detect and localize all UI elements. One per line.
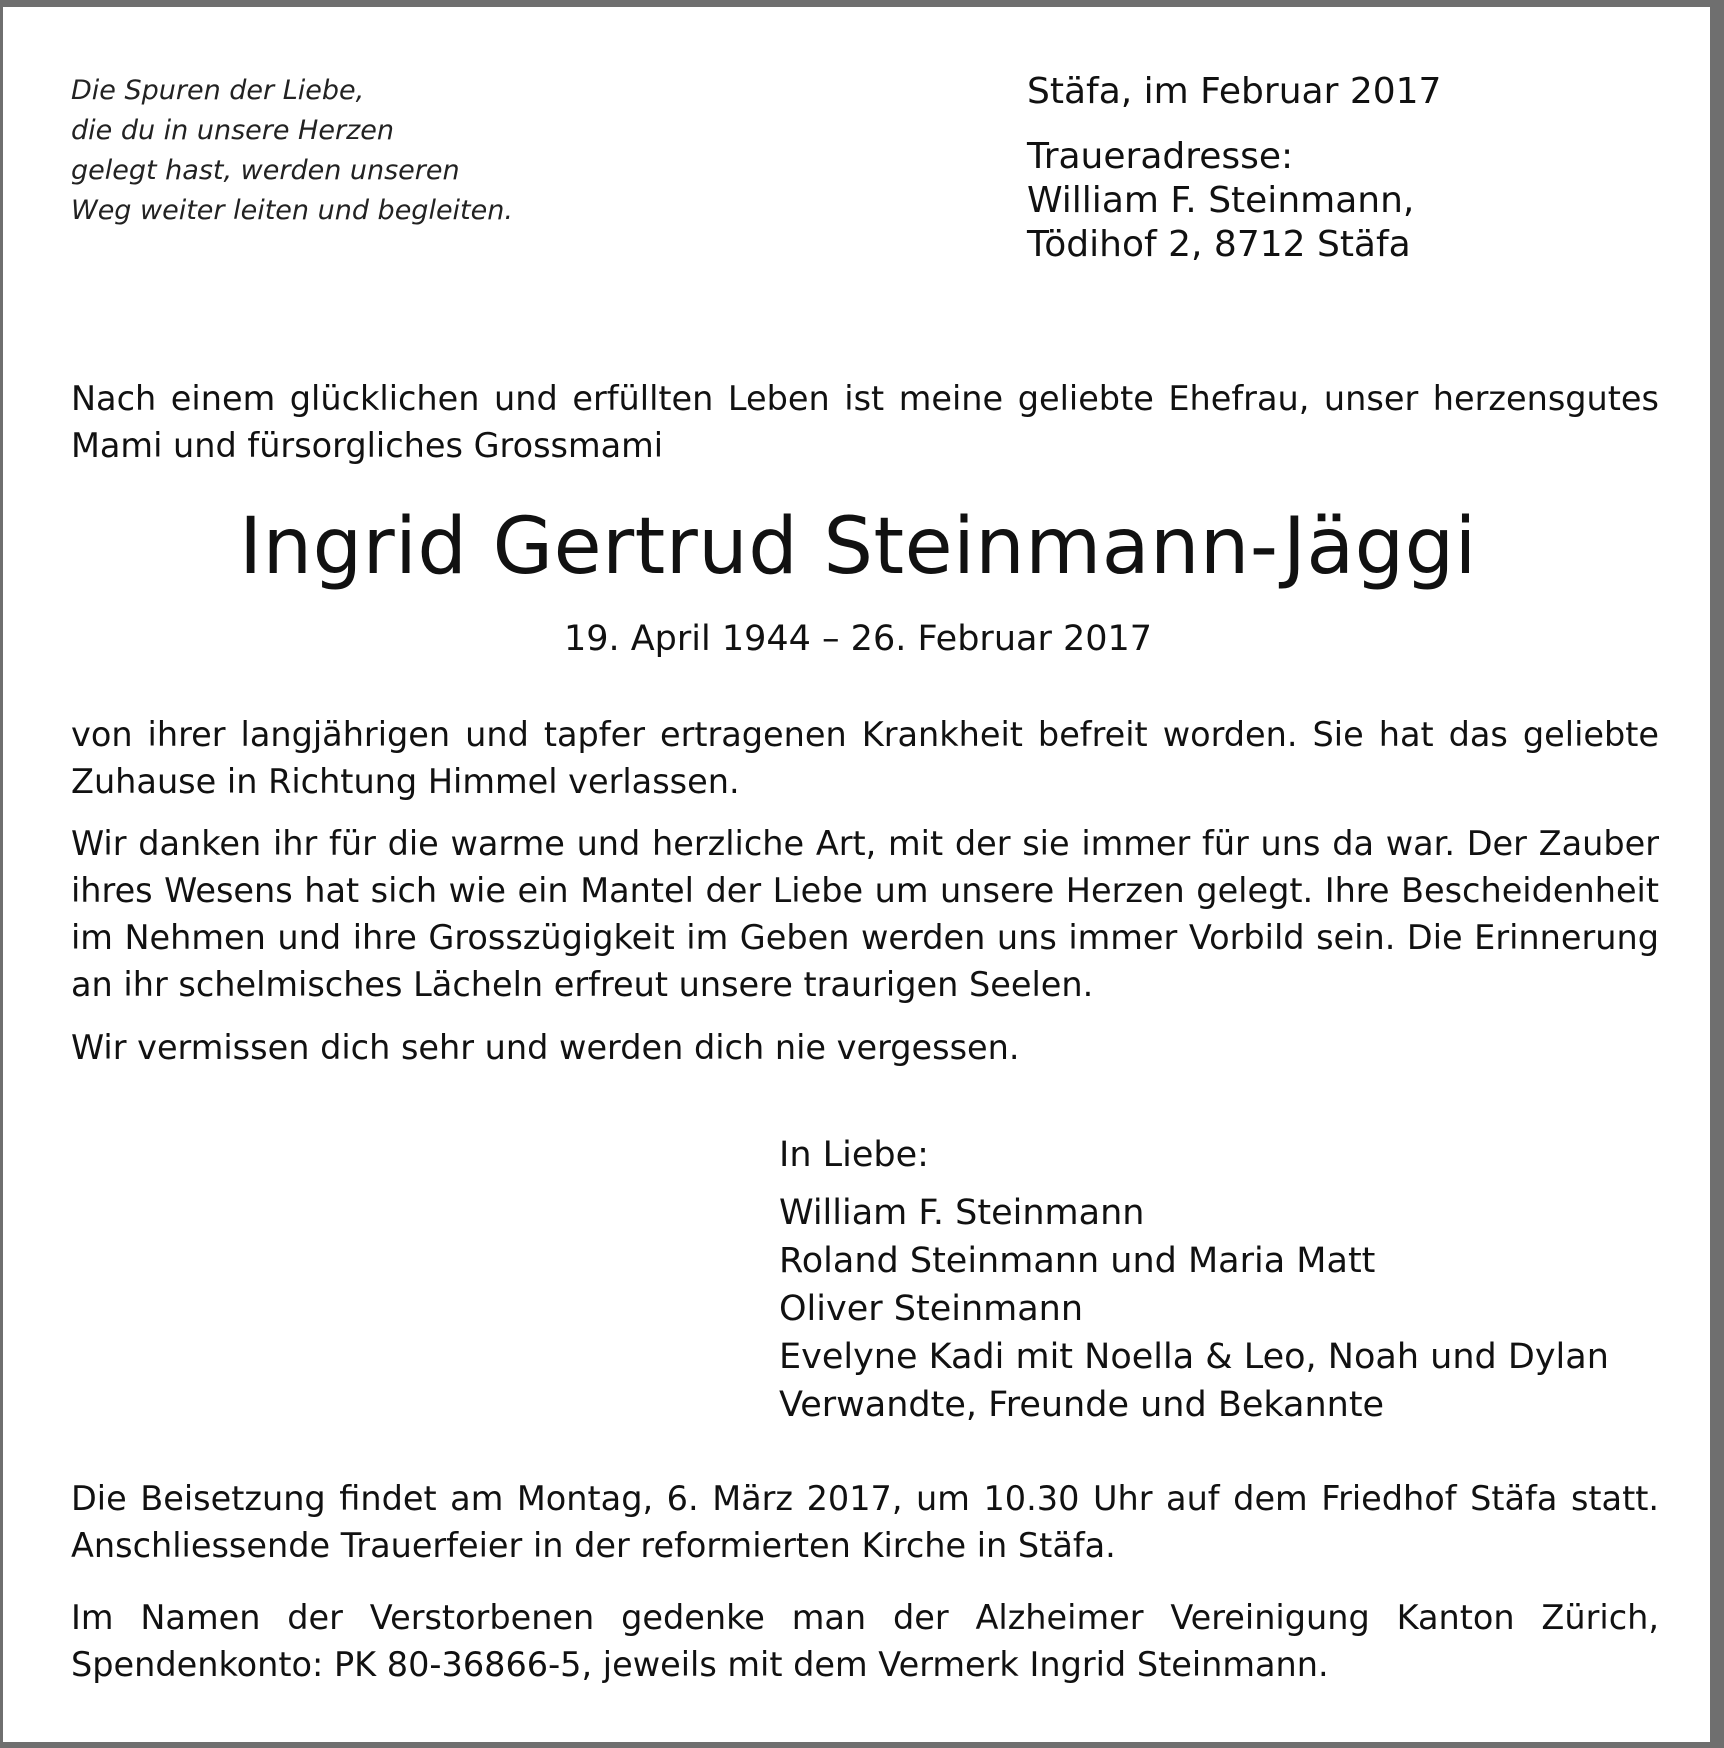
life-dates: 19. April 1944 – 26. Februar 2017 <box>563 619 1153 659</box>
signoff-block <box>779 1131 1609 1429</box>
mourner-name: Verwandte, Freunde und Bekannte <box>779 1385 1385 1425</box>
address-line: William F. Steinmann, <box>1027 180 1415 221</box>
body-paragraph: von ihrer langjährigen und tapfer ertragenen Krankheit befreit worden. Sie hat das geliebte Zuhause in Richtung Himmel verlassen. <box>71 715 1659 801</box>
motto-line: gelegt hast, werden unseren <box>71 155 460 186</box>
deceased-name: Ingrid Gertrud Steinmann-Jäggi <box>239 502 1477 592</box>
place-date: Stäfa, im Februar 2017 <box>1027 71 1442 112</box>
mourning-address <box>1027 135 1414 267</box>
signoff-label: In Liebe: <box>779 1135 929 1175</box>
motto-line: Weg weiter leiten und begleiten. <box>71 195 513 226</box>
funeral-info: Die Beisetzung findet am Montag, 6. März 2017, um 10.30 Uhr auf dem Friedhof Stäfa statt. Anschliessende Trauerfeier in der reformierten Kirche in Stäfa. <box>71 1479 1659 1565</box>
body-paragraph: Wir danken ihr für die warme und herzliche Art, mit der sie immer für uns da war. Der Zauber ihres Wesens hat sich wie ein Mantel der Liebe um unsere Herzen gelegt. Ihre Bescheidenheit im Nehmen und ihre Grosszügigkeit im Geben werden uns immer Vorbild sein. Die Erinnerung an ihr schelmisches Lächeln erfreut unsere traurigen Seelen. <box>71 824 1659 1004</box>
address-label: Traueradresse: <box>1027 136 1294 177</box>
mourner-name: Evelyne Kadi mit Noella & Leo, Noah und Dylan <box>779 1337 1609 1377</box>
motto-quote <box>71 71 591 231</box>
intro-paragraph: Nach einem glücklichen und erfüllten Leben ist meine geliebte Ehefrau, unser herzensgutes Mami und fürsorgliches Grossmami <box>71 379 1659 465</box>
donation-info: Im Namen der Verstorbenen gedenke man der Alzheimer Vereinigung Kanton Zürich, Spendenkonto: PK 80-36866-5, jeweils mit dem Vermerk Ingrid Steinmann. <box>71 1598 1659 1684</box>
body-paragraph: Wir vermissen dich sehr und werden dich nie vergessen. <box>71 1028 1020 1067</box>
motto-line: Die Spuren der Liebe, <box>71 75 365 106</box>
mourner-name: Oliver Steinmann <box>779 1289 1084 1329</box>
address-line: Tödihof 2, 8712 Stäfa <box>1027 224 1411 265</box>
motto-line: die du in unsere Herzen <box>71 115 394 146</box>
mourner-name: William F. Steinmann <box>779 1193 1145 1233</box>
mourner-name: Roland Steinmann und Maria Matt <box>779 1241 1376 1281</box>
